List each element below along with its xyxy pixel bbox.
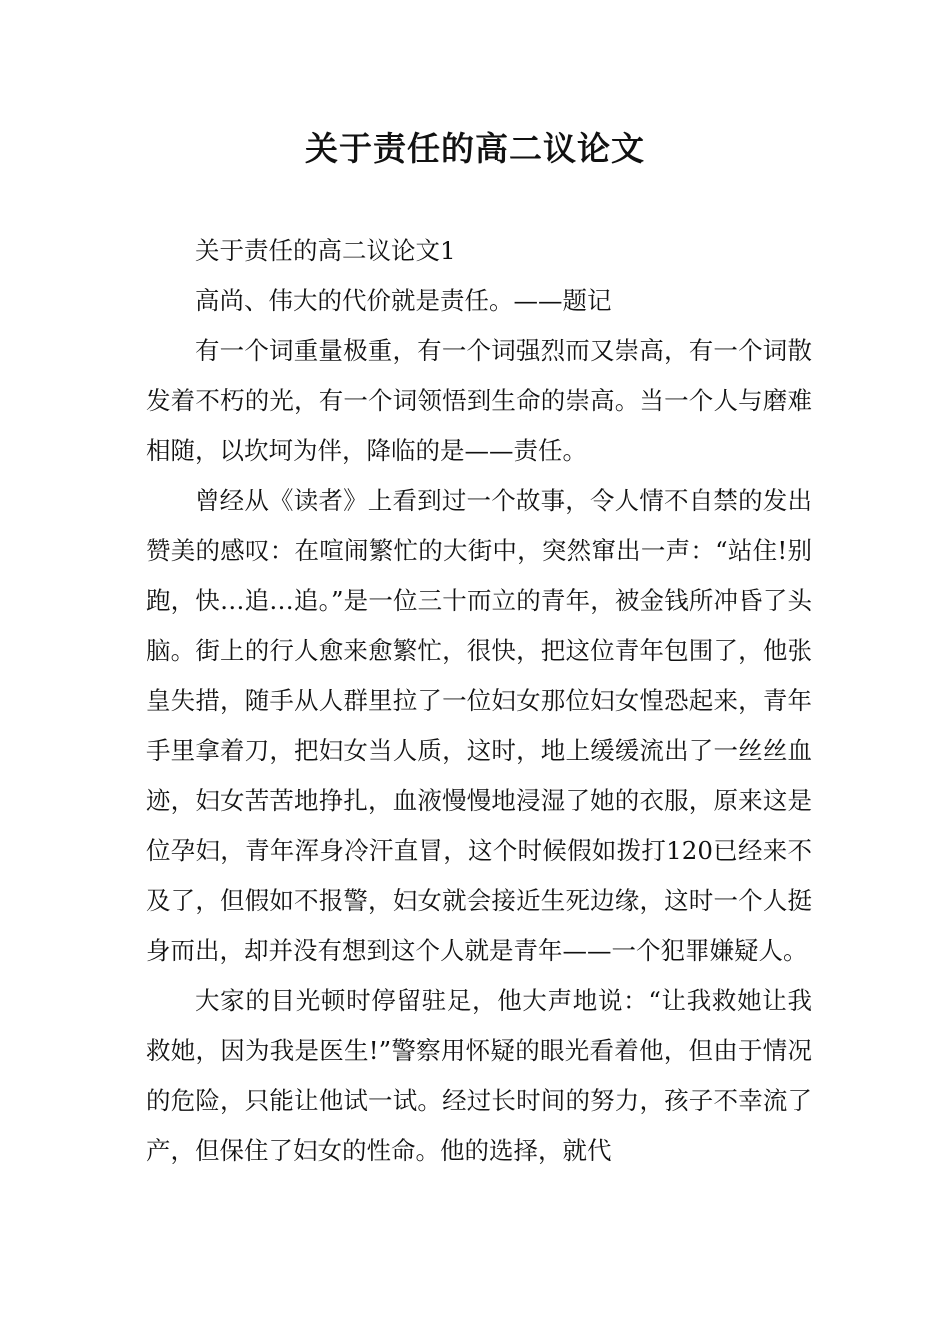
document-title: 关于责任的高二议论文 — [305, 129, 645, 168]
paragraph-heading: 关于责任的高二议论文1 — [195, 236, 456, 265]
paragraph: 大家的目光顿时停留驻足，他大声地说：“让我救她让我救她，因为我是医生!”警察用怀疑的眼光看着他，但由于情况的危险，只能让他试一试。经过长时间的努力，孩子不幸流了产，但保住了妇女的性命。他的选择，就代 — [146, 986, 812, 1165]
paragraph-epigraph: 高尚、伟大的代价就是责任。——题记 — [195, 286, 612, 315]
paragraph: 有一个词重量极重，有一个词强烈而又崇高，有一个词散发着不朽的光，有一个词领悟到生命的崇高。当一个人与磨难相随，以坎坷为伴，降临的是——责任。 — [146, 336, 812, 465]
paragraph: 曾经从《读者》上看到过一个故事，令人情不自禁的发出赞美的感叹：在喧闹繁忙的大街中，突然窜出一声：“站住!别跑，快…追…追。”是一位三十而立的青年，被金钱所冲昏了头脑。街上的行人愈来愈繁忙，很快，把这位青年包围了，他张皇失措，随手从人群里拉了一位妇女那位妇女惶恐起来，青年手里拿着刀，把妇女当人质，这时，地上缓缓流出了一丝丝血迹，妇女苦苦地挣扎，血液慢慢地浸湿了她的衣服，原来这是位孕妇，青年浑身冷汗直冒，这个时候假如拨打120已经来不及了，但假如不报警，妇女就会接近生死边缘，这时一个人挺身而出，却并没有想到这个人就是青年——一个犯罪嫌疑人。 — [146, 486, 812, 965]
document-body — [146, 226, 812, 1176]
